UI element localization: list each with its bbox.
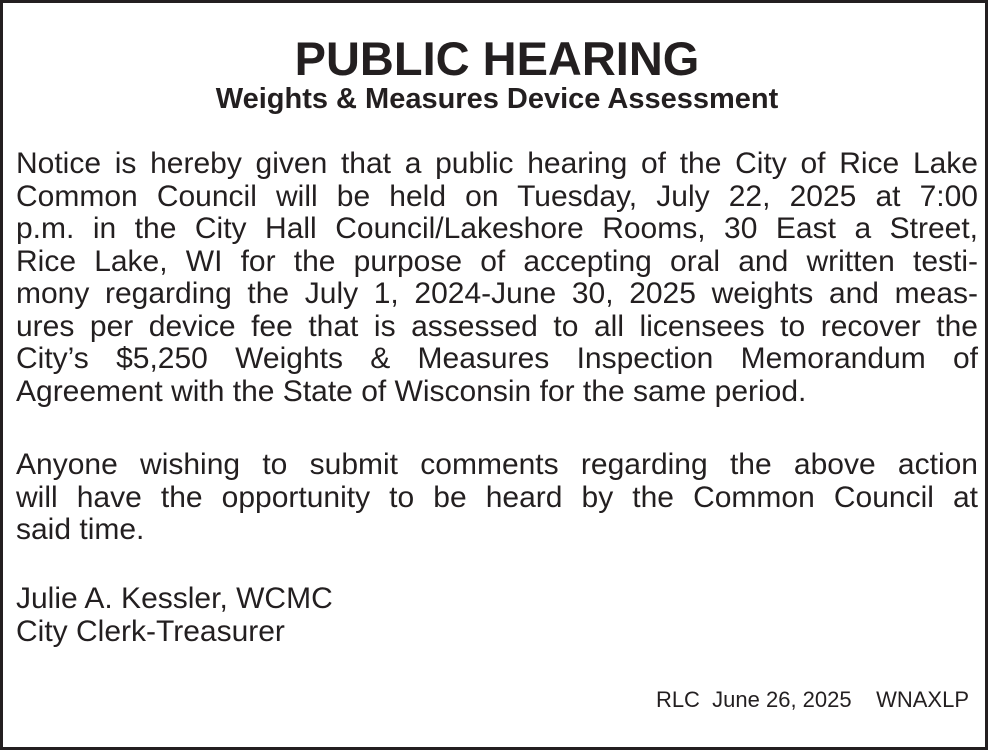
paragraph-line: will have the opportunity to be heard by the Common Council at <box>16 480 978 514</box>
paragraph-line: p.m. in the City Hall Council/Lakeshore Rooms, 30 East a Street, <box>16 212 978 245</box>
paragraph-line: mony regarding the July 1, 2024-June 30, 2025 weights and meas- <box>16 277 978 310</box>
signatory-name: Julie A. Kessler, WCMC <box>16 582 333 615</box>
notice-subtitle: Weights & Measures Device Assessment <box>215 83 779 115</box>
signature-block <box>16 583 333 648</box>
paragraph-line: ures per device fee that is assessed to all licensees to recover the <box>16 309 978 343</box>
paragraph-line: Common Council will be held on Tuesday, July 22, 2025 at 7:00 <box>16 179 978 213</box>
paragraph-line: Anyone wishing to submit comments regarding the above action <box>16 448 978 481</box>
paragraph-line: Agreement with the State of Wisconsin for the same period. <box>16 374 807 408</box>
publication-footer: RLC June 26, 2025 WNAXLP <box>655 687 969 712</box>
paragraph-line: Notice is hereby given that a public hearing of the City of Rice Lake <box>16 147 978 180</box>
paragraph-line: said time. <box>16 513 145 546</box>
paragraph-line: Rice Lake, WI for the purpose of accepting oral and written testi- <box>16 244 978 278</box>
notice-paragraph-hearing <box>16 148 978 408</box>
notice-paragraph-comments <box>16 449 978 547</box>
paragraph-line: City’s $5,250 Weights & Measures Inspection Memorandum of <box>16 342 978 375</box>
signatory-title: City Clerk-Treasurer <box>16 614 285 648</box>
notice-title: PUBLIC HEARING <box>294 32 700 85</box>
